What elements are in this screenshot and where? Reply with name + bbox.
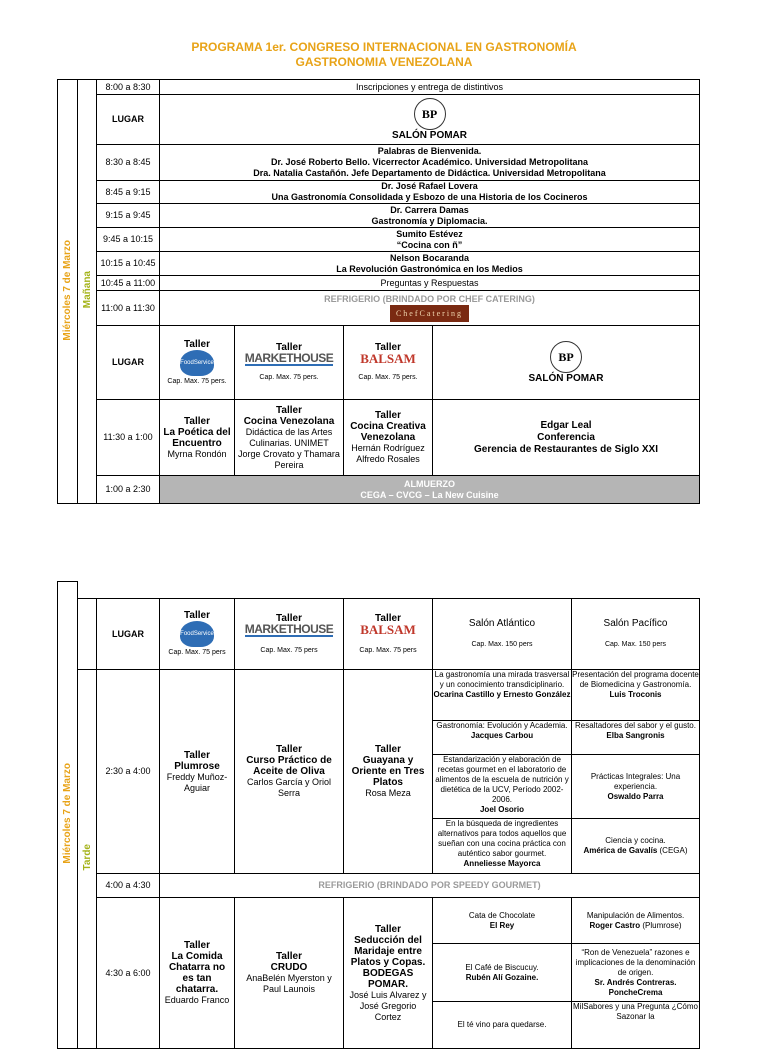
break-cell [160,291,700,326]
session-item [433,1002,571,1048]
speaker-name: Sumito Estévez [396,228,463,239]
time-cell: 4:00 a 4:30 [97,874,160,898]
workshop-3 [344,670,433,874]
qa-cell: Preguntas y Respuestas [160,276,700,291]
workshop-desc: Didáctica de las Artes Culinarias. UNIMET [245,426,333,448]
conference-title: Gerencia de Restaurantes de Siglo XXI [474,443,658,455]
session-text: Estandarización y elaboración de recetas gourmet en el laboratorio de alimentos de la escuela de nutrición y dietética de la UCV, Período 2002-2006. [435,755,569,804]
talk-cell [160,181,700,204]
capacity-label: Cap. Max. 75 pers [260,646,318,654]
workshop-6 [344,898,433,1049]
taller-label: Taller [375,410,401,421]
workshop-2 [235,670,344,874]
talk-title: Gastronomía y Diplomacia. [371,215,488,226]
workshop-5 [235,898,344,1049]
talk-title: La Revolución Gastronómica en los Medios [336,263,523,274]
salon-atlantico-header [433,599,572,670]
talk-cell [160,252,700,276]
foodservice-logo: FoodService [180,350,214,376]
speaker-name: Nelson Bocaranda [389,252,470,263]
venue-cell [160,95,700,145]
session-text: Resaltadores del sabor y el gusto. [575,721,696,730]
taller-label: Taller [276,612,302,624]
workshop-venue-2 [235,326,344,400]
workshop-1 [160,400,235,476]
time-cell: 9:15 a 9:45 [97,204,160,228]
registration-cell: Inscripciones y entrega de distintivos [160,80,700,95]
lugar-label: LUGAR [97,599,160,670]
workshop-4 [160,898,235,1049]
workshop-3 [344,400,433,476]
session-item [572,898,699,944]
workshop-venue-1 [160,599,235,670]
balsam-logo: BALSAM [360,621,416,637]
workshop-1 [160,670,235,874]
welcome-title: Palabras de Bienvenida. [377,146,482,156]
session-text: MilSabores y una Pregunta ¿Cómo Sazonar la [573,1002,698,1021]
conference-speaker: Edgar Leal [540,419,592,431]
break-cell: REFRIGERIO (BRINDADO POR SPEEDY GOURMET) [160,874,700,898]
capacity-label: Cap. Max. 75 pers. [358,374,418,381]
workshop-person: Freddy Muñoz-Aguiar [166,771,228,793]
workshop-person: AnaBelén Myerston y Paul Launois [246,973,332,994]
session-item [433,819,571,873]
session-item [572,819,699,873]
afternoon-schedule-table [57,581,700,1049]
pacifico-sessions [572,670,700,874]
period-label: Tarde [78,670,97,1049]
session-item [572,1002,699,1048]
session-text: La gastronomía una mirada trasversal y un conocimiento transdiciplinario. [434,670,570,689]
session-text: Ciencia y cocina. [605,836,666,845]
morning-schedule-table [57,79,700,504]
taller-label: Taller [184,415,210,427]
atlantico-sessions [433,670,572,874]
atlantico-sessions-2 [433,898,572,1049]
taller-label: Taller [276,404,302,416]
talk-title: “Cocina con ñ” [396,239,463,250]
day-label: Miércoles 7 de Marzo [58,80,78,504]
session-text: Cata de Chocolate [468,910,536,920]
markethouse-logo: MARKETHOUSE [244,621,334,636]
taller-label: Taller [375,342,401,353]
welcome-speaker-1: Dr. José Roberto Bello. Vicerrector Académico. Universidad Metropolitana [270,157,589,167]
conference-cell [433,400,700,476]
workshop-person: José Luis Alvarez y José Gregorio Cortez [349,989,427,1022]
speaker-name: Dr. Carrera Damas [390,204,469,215]
session-item [433,944,571,1002]
session-org: (Plumrose) [640,920,682,930]
capacity-label: Cap. Max. 75 pers. [259,374,319,381]
venue-name: SALÓN POMAR [528,373,604,384]
workshop-2 [235,400,344,476]
period-spacer [78,599,97,670]
welcome-speaker-2: Dra. Natalia Castañón. Jefe Departamento de Didáctica. Universidad Metropolitana [253,168,606,178]
welcome-cell [160,145,700,181]
session-item [572,670,699,721]
taller-label: Taller [184,338,210,350]
workshop-person: Rosa Meza [365,788,411,798]
session-speaker: Anneliesse Mayorca [463,859,541,868]
taller-label: Taller [184,749,210,761]
session-item [572,721,699,755]
session-item [433,721,571,755]
workshop-title: La Poética del Encuentro [163,426,231,449]
capacity-label: Cap. Max. 75 pers [359,646,417,654]
session-item [572,755,699,819]
session-speaker: Rubén Alí Gozaine. [465,972,539,982]
taller-label: Taller [375,744,401,755]
lugar-label: LUGAR [97,95,160,145]
conference-venue [433,326,700,400]
session-speaker: Sr. Andrés Contreras. PoncheCrema [594,977,677,997]
talk-title: Una Gastronomía Consolidada y Esbozo de una Historia de los Cocineros [271,192,588,202]
time-cell: 4:30 a 6:00 [97,898,160,1049]
chef-catering-logo: ChefCatering [390,305,469,322]
workshop-person: Eduardo Franco [164,995,230,1005]
workshop-person: Myrna Rondón [167,448,227,459]
bodegas-pomar-logo: BP [414,98,446,130]
talk-cell [160,228,700,252]
workshop-title: La Comida Chatarra no es tan chatarra. [168,951,226,995]
workshop-title: CRUDO [270,962,308,973]
time-cell: 11:00 a 11:30 [97,291,160,326]
session-speaker: Roger Castro [589,920,641,930]
lunch-sponsors: CEGA – CVCG – La New Cuisine [360,489,499,500]
capacity-label: Cap. Max. 75 pers. [167,377,227,385]
salon-name: Salón Pacífico [603,618,668,629]
workshop-title: Curso Práctico de Aceite de Oliva [246,755,332,777]
time-cell: 1:00 a 2:30 [97,476,160,504]
balsam-logo: BALSAM [360,351,416,366]
session-item [433,755,571,819]
session-item [433,898,571,944]
markethouse-logo: MARKETHOUSE [244,351,334,365]
bodegas-pomar-logo: BP [550,341,582,373]
session-org: (CEGA) [657,846,688,855]
session-item [433,670,571,721]
workshop-title: Plumrose [174,760,220,772]
taller-label: Taller [276,744,302,755]
taller-label: Taller [184,610,210,621]
session-text: Manipulación de Alimentos. [586,910,685,920]
spacer-row [78,582,700,599]
time-cell: 9:45 a 10:15 [97,228,160,252]
taller-label: Taller [375,923,401,935]
speaker-name: Dr. José Rafael Lovera [381,181,478,191]
day-label: Miércoles 7 de Marzo [58,582,78,1049]
page-subtitle: GASTRONOMIA VENEZOLANA [295,55,473,69]
session-speaker: Oswaldo Parra [607,791,664,801]
session-text: Prácticas Integrales: Una experiencia. [590,771,681,791]
time-cell: 10:45 a 11:00 [97,276,160,291]
lugar-label: LUGAR [97,326,160,400]
session-text: Presentación del programa docente de Biomedicina y Gastronomía. [572,670,699,689]
workshop-venue-3 [344,599,433,670]
capacity-label: Cap. Max. 150 pers [471,641,533,648]
workshop-title: Seducción del Maridaje entre Platos y Copas. BODEGAS POMAR. [350,934,426,990]
session-text: El té vino para quedarse. [457,1020,547,1029]
session-speaker: América de Gavalís [583,846,658,855]
workshop-title: Cocina Venezolana [243,415,335,427]
workshop-venue-3 [344,326,433,400]
page-title: PROGRAMA 1er. CONGRESO INTERNACIONAL EN GASTRONOMÍA [191,40,577,54]
workshop-venue-1 [160,326,235,400]
pacifico-sessions-2 [572,898,700,1049]
session-speaker: Ocarina Castillo y Ernesto González [433,690,571,699]
session-speaker: El Rey [489,920,515,930]
taller-label: Taller [276,951,302,962]
taller-label: Taller [184,940,210,951]
taller-label: Taller [375,612,401,624]
session-speaker: Joel Osorio [479,805,524,814]
period-label: Mañana [78,80,97,504]
talk-cell [160,204,700,228]
time-cell: 2:30 a 4:00 [97,670,160,874]
time-cell: 10:15 a 10:45 [97,252,160,276]
session-item [572,944,699,1002]
time-cell: 8:45 a 9:15 [97,181,160,204]
session-speaker: Jacques Carbou [470,731,534,740]
break-label: REFRIGERIO (BRINDADO POR CHEF CATERING) [324,294,535,304]
taller-label: Taller [276,342,302,353]
workshop-venue-2 [235,599,344,670]
session-speaker: Luis Troconis [609,690,662,699]
capacity-label: Cap. Max. 75 pers [168,649,226,656]
venue-name: SALÓN POMAR [392,130,467,141]
session-text: “Ron de Venezuela” razones e implicaciones de la denominación de origen. [575,947,696,977]
session-speaker: Elba Sangronis [606,731,665,740]
session-text: Gastronomía: Evolución y Academia. [436,721,568,730]
workshop-title: Guayana y Oriente en Tres Platos [351,755,425,788]
workshop-title: Cocina Creativa Venezolana [350,421,426,443]
salon-pacifico-header [572,599,700,670]
session-text: En la búsqueda de ingredientes alternativos para todos aquellos que sueñan con una cocina práctica con auténtico sabor gourmet. [437,819,567,858]
workshop-person: Carlos García y Oriol Serra [246,777,332,798]
time-cell: 11:30 a 1:00 [97,400,160,476]
time-cell: 8:30 a 8:45 [97,145,160,181]
conference-type: Conferencia [537,431,595,443]
foodservice-logo: FoodService [180,621,214,647]
workshop-person: Hernán Rodríguez Alfredo Rosales [351,443,425,464]
session-text: El Café de Biscucuy. [465,962,539,972]
capacity-label: Cap. Max. 150 pers [604,641,667,648]
lunch-label: ALMUERZO [404,478,455,489]
workshop-person: Jorge Crovato y Thamara Pereira [238,448,340,470]
salon-name: Salón Atlántico [468,618,536,629]
lunch-cell [160,476,700,504]
time-cell: 8:00 a 8:30 [97,80,160,95]
